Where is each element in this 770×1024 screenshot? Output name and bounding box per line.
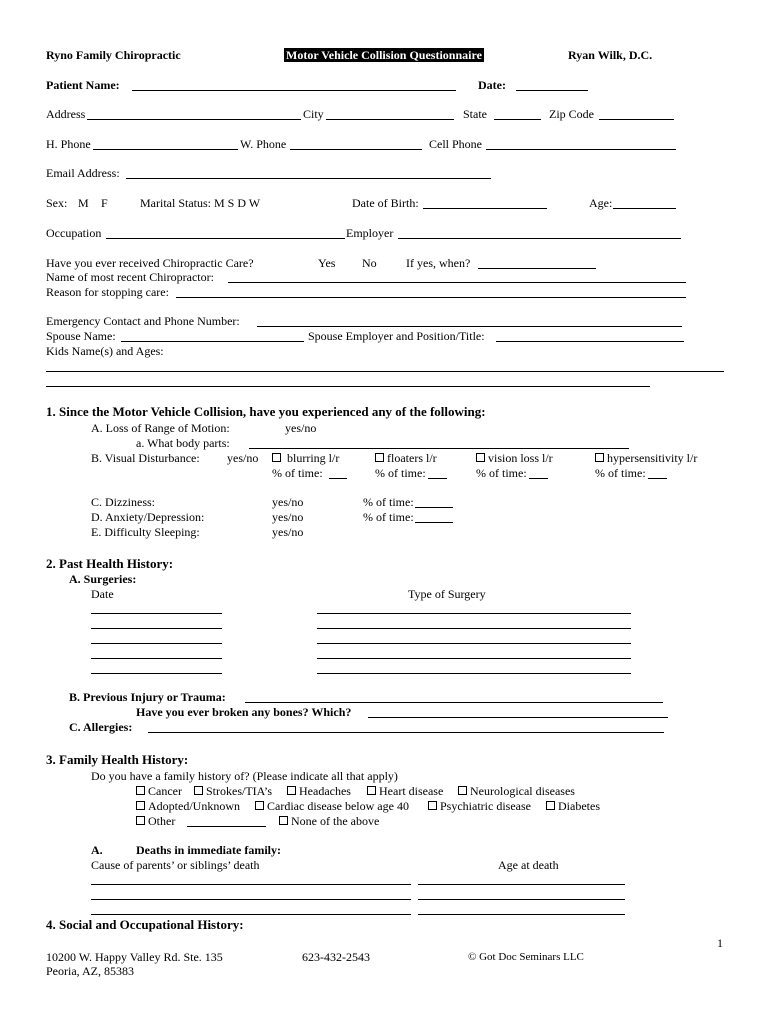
surgery-type-header: Type of Surgery — [408, 587, 486, 601]
fh-cancer[interactable]: Cancer — [136, 784, 182, 798]
body-parts-field[interactable] — [249, 448, 629, 449]
section-3-heading: 3. Family Health History: — [46, 752, 189, 767]
checkbox-icon[interactable] — [375, 453, 384, 462]
checkbox-icon[interactable] — [546, 801, 555, 810]
surgery-date-field[interactable] — [91, 643, 222, 644]
visual-label: B. Visual Disturbance: — [91, 451, 200, 465]
spouse-employer-field[interactable] — [496, 341, 684, 342]
patient-name-label: Patient Name: — [46, 78, 120, 92]
state-label: State — [463, 107, 487, 121]
age-at-death-field[interactable] — [418, 914, 625, 915]
footer-address-line-1: 10200 W. Happy Valley Rd. Ste. 135 — [46, 950, 223, 964]
fh-neurological[interactable]: Neurological diseases — [458, 784, 575, 798]
marital-status[interactable]: Marital Status: M S D W — [140, 196, 261, 210]
date-label: Date: — [478, 78, 506, 92]
fh-cardiac[interactable]: Cardiac disease below age 40 — [255, 799, 409, 813]
dizziness-yes-no[interactable]: yes/no — [272, 495, 304, 509]
checkbox-icon[interactable] — [476, 453, 485, 462]
dob-field[interactable] — [423, 208, 547, 209]
fh-diabetes[interactable]: Diabetes — [546, 799, 600, 813]
fh-strokes[interactable]: Strokes/TIA’s — [194, 784, 272, 798]
allergies-field[interactable] — [148, 732, 664, 733]
doctor-name: Ryan Wilk, D.C. — [568, 48, 653, 62]
deaths-heading: Deaths in immediate family: — [136, 843, 281, 857]
broken-bones-field[interactable] — [368, 717, 668, 718]
surgery-type-field[interactable] — [317, 673, 631, 674]
anxiety-label: D. Anxiety/Depression: — [91, 510, 205, 524]
surgery-date-field[interactable] — [91, 628, 222, 629]
checkbox-icon[interactable] — [595, 453, 604, 462]
spouse-name-label: Spouse Name: — [46, 329, 116, 343]
checkbox-icon[interactable] — [272, 453, 281, 462]
kids-field-line-1[interactable] — [46, 371, 724, 372]
anxiety-pct-field[interactable] — [415, 522, 453, 523]
vision-loss-pct-label: % of time: — [476, 466, 527, 480]
spouse-name-field[interactable] — [121, 341, 304, 342]
surgeries-label: A. Surgeries: — [69, 572, 137, 586]
surgery-type-field[interactable] — [317, 613, 631, 614]
anxiety-yes-no[interactable]: yes/no — [272, 510, 304, 524]
employer-field[interactable] — [398, 238, 681, 239]
surgery-date-header: Date — [91, 587, 114, 601]
surgery-type-field[interactable] — [317, 658, 631, 659]
checkbox-icon[interactable] — [255, 801, 264, 810]
emergency-field[interactable] — [257, 326, 682, 327]
city-field[interactable] — [326, 119, 454, 120]
sleeping-label: E. Difficulty Sleeping: — [91, 525, 200, 539]
injury-field[interactable] — [245, 702, 663, 703]
checkbox-icon[interactable] — [194, 786, 203, 795]
dizziness-pct-label: % of time: — [363, 495, 414, 509]
cause-of-death-field[interactable] — [91, 884, 411, 885]
age-label: Age: — [589, 196, 613, 210]
fh-psychiatric[interactable]: Psychiatric disease — [428, 799, 531, 813]
kids-field-line-2[interactable] — [46, 386, 650, 387]
email-field[interactable] — [126, 178, 491, 179]
occupation-field[interactable] — [106, 238, 345, 239]
sleeping-yes-no[interactable]: yes/no — [272, 525, 304, 539]
emergency-label: Emergency Contact and Phone Number: — [46, 314, 240, 328]
rom-yes-no[interactable]: yes/no — [285, 421, 317, 435]
address-field[interactable] — [87, 119, 301, 120]
page-number: 1 — [717, 936, 723, 950]
work-phone-label: W. Phone — [240, 137, 287, 151]
chiro-question: Have you ever received Chiropractic Care? — [46, 256, 254, 270]
email-label: Email Address: — [46, 166, 120, 180]
address-label: Address — [46, 107, 86, 121]
anxiety-pct-label: % of time: — [363, 510, 414, 524]
chiro-yes[interactable]: Yes — [318, 256, 336, 270]
if-yes-label: If yes, when? — [406, 256, 471, 270]
date-field[interactable] — [516, 90, 588, 91]
footer-phone: 623-432-2543 — [302, 950, 370, 964]
checkbox-icon[interactable] — [136, 801, 145, 810]
fh-adopted[interactable]: Adopted/Unknown — [136, 799, 240, 813]
vision-loss-option[interactable]: vision loss l/r — [476, 451, 553, 465]
floaters-pct-field[interactable] — [428, 478, 447, 479]
fh-headaches[interactable]: Headaches — [287, 784, 351, 798]
visual-yes-no[interactable]: yes/no — [227, 451, 259, 465]
age-at-death-field[interactable] — [418, 899, 625, 900]
broken-bones-label: Have you ever broken any bones? Which? — [136, 705, 352, 719]
surgery-type-field[interactable] — [317, 628, 631, 629]
body-parts-label: a. What body parts: — [136, 436, 230, 450]
patient-name-field[interactable] — [132, 90, 456, 91]
fh-other[interactable]: Other — [136, 814, 175, 828]
injury-label: B. Previous Injury or Trauma: — [69, 690, 226, 704]
sex-option-m[interactable]: M — [78, 196, 89, 210]
work-phone-field[interactable] — [290, 149, 422, 150]
dizziness-label: C. Dizziness: — [91, 495, 155, 509]
checkbox-icon[interactable] — [458, 786, 467, 795]
surgery-type-field[interactable] — [317, 643, 631, 644]
surgery-date-field[interactable] — [91, 673, 222, 674]
sex-option-f[interactable]: F — [101, 196, 108, 210]
city-label: City — [303, 107, 324, 121]
cause-of-death-header: Cause of parents’ or siblings’ death — [91, 858, 260, 872]
age-at-death-header: Age at death — [498, 858, 559, 872]
fh-heart-disease[interactable]: Heart disease — [367, 784, 443, 798]
spouse-employer-label: Spouse Employer and Position/Title: — [308, 329, 485, 343]
occupation-label: Occupation — [46, 226, 102, 240]
hyper-pct-field[interactable] — [648, 478, 667, 479]
blurring-pct-field[interactable] — [329, 478, 347, 479]
deaths-letter: A. — [91, 843, 103, 857]
employer-label: Employer — [346, 226, 394, 240]
checkbox-icon[interactable] — [367, 786, 376, 795]
chiro-no[interactable]: No — [362, 256, 377, 270]
if-yes-field[interactable] — [478, 268, 596, 269]
age-at-death-field[interactable] — [418, 884, 625, 885]
cell-phone-label: Cell Phone — [429, 137, 482, 151]
sex-label: Sex: — [46, 196, 68, 210]
checkbox-icon[interactable] — [279, 816, 288, 825]
floaters-option[interactable]: floaters l/r — [375, 451, 437, 465]
dizziness-pct-field[interactable] — [415, 507, 453, 508]
allergies-label: C. Allergies: — [69, 720, 133, 734]
zip-field[interactable] — [599, 119, 674, 120]
reason-stop-field[interactable] — [176, 297, 686, 298]
age-field[interactable] — [613, 208, 676, 209]
blurring-option[interactable]: blurring l/r — [272, 451, 339, 465]
practice-name: Ryno Family Chiropractic — [46, 48, 181, 62]
section-2-heading: 2. Past Health History: — [46, 556, 174, 571]
recent-chiro-field[interactable] — [228, 282, 686, 283]
home-phone-label: H. Phone — [46, 137, 91, 151]
cause-of-death-field[interactable] — [91, 899, 411, 900]
checkbox-icon[interactable] — [287, 786, 296, 795]
checkbox-icon[interactable] — [428, 801, 437, 810]
surgery-date-field[interactable] — [91, 658, 222, 659]
floaters-pct-label: % of time: — [375, 466, 426, 480]
footer-copyright: © Got Doc Seminars LLC — [468, 951, 584, 963]
reason-stop-label: Reason for stopping care: — [46, 285, 169, 299]
rom-label: A. Loss of Range of Motion: — [91, 421, 230, 435]
home-phone-field[interactable] — [93, 149, 238, 150]
blurring-pct-label: % of time: — [272, 466, 323, 480]
surgery-date-field[interactable] — [91, 613, 222, 614]
checkbox-icon[interactable] — [136, 816, 145, 825]
cell-phone-field[interactable] — [486, 149, 676, 150]
footer-address-line-2: Peoria, AZ, 85383 — [46, 964, 134, 978]
family-history-question: Do you have a family history of? (Please indicate all that apply) — [91, 769, 398, 783]
form-title: Motor Vehicle Collision Questionnaire — [286, 48, 482, 62]
kids-label: Kids Name(s) and Ages: — [46, 344, 164, 358]
hypersensitivity-option[interactable]: hypersensitivity l/r — [595, 451, 697, 465]
hyper-pct-label: % of time: — [595, 466, 646, 480]
checkbox-icon[interactable] — [136, 786, 145, 795]
fh-other-field[interactable] — [187, 826, 266, 827]
vision-loss-pct-field[interactable] — [529, 478, 548, 479]
fh-none[interactable]: None of the above — [279, 814, 379, 828]
section-1-heading: 1. Since the Motor Vehicle Collision, have you experienced any of the following: — [46, 404, 486, 419]
state-field[interactable] — [494, 119, 541, 120]
recent-chiro-label: Name of most recent Chiropractor: — [46, 270, 214, 284]
zip-label: Zip Code — [549, 107, 594, 121]
dob-label: Date of Birth: — [352, 196, 419, 210]
cause-of-death-field[interactable] — [91, 914, 411, 915]
section-4-heading: 4. Social and Occupational History: — [46, 917, 244, 932]
